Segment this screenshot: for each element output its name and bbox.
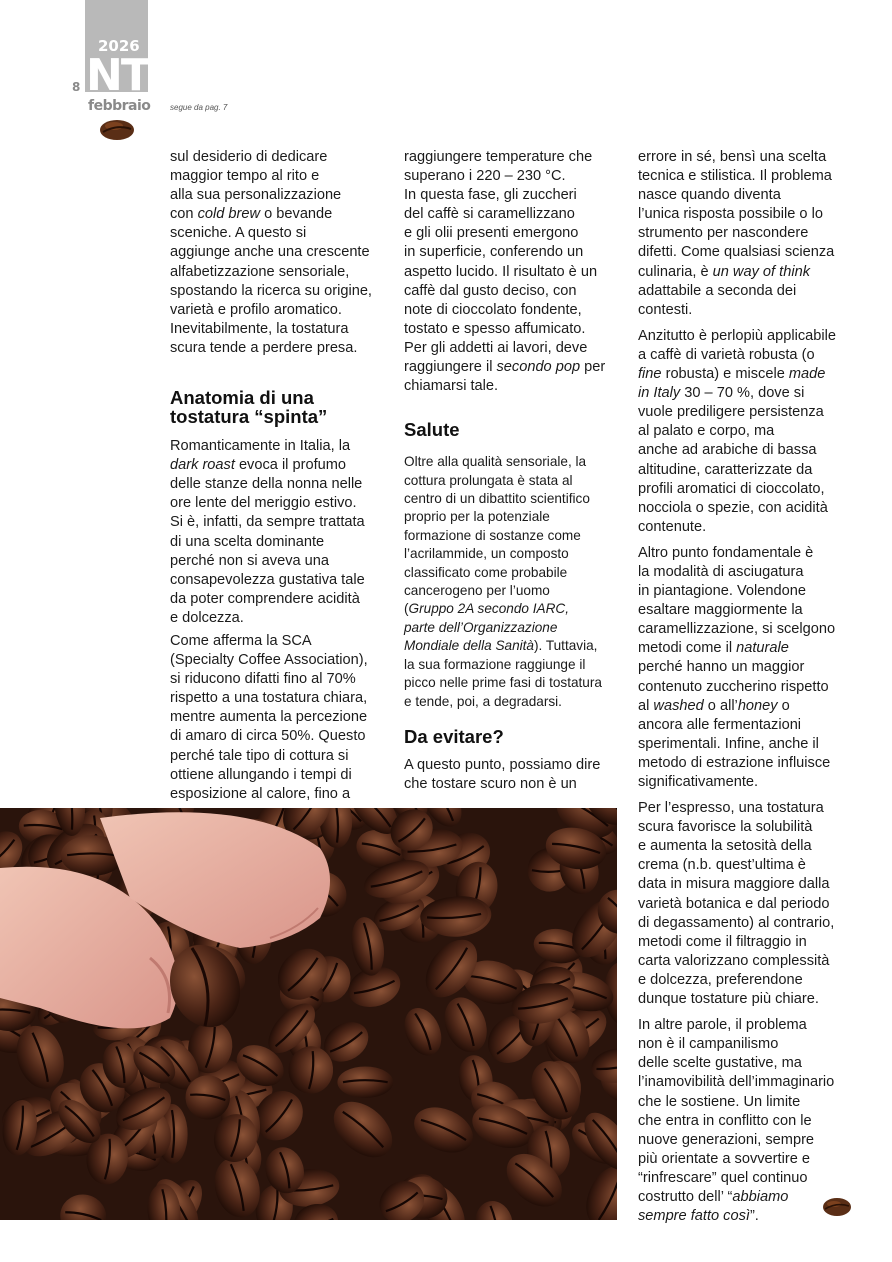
article-column-3 bbox=[638, 148, 858, 1233]
paragraph: Anzitutto è perlopiù applicabile a caffè di varietà robusta (o fine robusta) e miscele made in Italy 30 – 70 %, dove si vuole prediligere persistenza al palato e corpo, ma anche ad arabiche di bassa altitudine, caratterizzate da profili aromatici di cioccolato, nocciola o spezie, con acidità contenute. bbox=[638, 327, 836, 535]
coffee-bean-icon bbox=[822, 1196, 852, 1218]
paragraph: Come afferma la SCA (Specialty Coffee Association), si riducono difatti fino al 70% rispetto a una tostatura chiara, mentre aumenta la percezione di amaro di circa 50%. Questo perché tale tipo di cottura si ottiene allungando i tempi di esposizione al calore, fino a bbox=[170, 632, 368, 802]
paragraph: A questo punto, possiamo dire che tostare scuro non è un bbox=[404, 756, 601, 792]
continued-from-note: segue da pag. 7 bbox=[170, 103, 228, 112]
article-column-2 bbox=[404, 148, 626, 798]
paragraph: errore in sé, bensì una scelta tecnica e stilistica. Il problema nasce quando diventa l’unica risposta possibile o lo strumento per nascondere difetti. Come qualsiasi scienza culinaria, è un way of think adattabile a seconda dei contesti. bbox=[638, 149, 835, 318]
issue-month: febbraio bbox=[88, 98, 151, 114]
section-heading: Anatomia di una tostatura “spinta” bbox=[170, 387, 328, 428]
coffee-bean-icon bbox=[99, 116, 135, 142]
section-heading: Da evitare? bbox=[404, 725, 504, 747]
paragraph: In altre parole, il problema non è il campanilismo delle scelte gustative, ma l’inamovibilità dell’immaginario che le sostiene. Un limite che entra in conflitto con le nuove generazioni, sempre più orientate a sovvertire e “rinfrescare” quel continuo costrutto dell’ “abbiamo sempre fatto così”. bbox=[638, 1017, 835, 1225]
issue-year: 2026 bbox=[98, 37, 140, 55]
paragraph: Oltre alla qualità sensoriale, la cottura prolungata è stata al centro di un dibattito scientifico proprio per la potenziale formazione di sostanze come l’acrilammide, un composto classificato come probabile cancerogeno per l’uomo (Gruppo 2A secondo IARC, parte dell’Organizzazione Mondiale della Sanità). Tuttavia, la sua formazione raggiunge il picco nelle prime fasi di tostatura e tende, poi, a degradarsi. bbox=[404, 454, 602, 709]
paragraph: Altro punto fondamentale è la modalità di asciugatura in piantagione. Volendone esaltare maggiormente la caramellizzazione, si scelgono metodi come il naturale perché hanno un maggior contenuto zuccherino rispetto al washed o all’honey o ancora alle fermentazioni sperimentali. Infine, anche il metodo di estrazione influisce significativamente. bbox=[638, 544, 836, 790]
paragraph: raggiungere temperature che superano i 220 – 230 °C. In questa fase, gli zuccheri del caffè si caramellizzano e gli olii presenti emergono in superficie, conferendo un aspetto lucido. Il risultato è un caffè dal gusto deciso, con note di cioccolato fondente, tostato e spesso affumicato. Per gli addetti ai lavori, deve raggiungere il secondo pop per chiamarsi tale. bbox=[404, 149, 606, 395]
article-column-1 bbox=[170, 148, 388, 808]
paragraph: sul desiderio di dedicare maggior tempo al rito e alla sua personalizzazione con cold brew o bevande sceniche. A questo si aggiunge anche una crescente alfabetizzazione sensoriale, spostando la ricerca su origine, varietà e profilo aromatico. Inevitabilmente, la tostatura scura tende a perdere presa. bbox=[170, 149, 372, 356]
paragraph: Romanticamente in Italia, la dark roast evoca il profumo delle stanze della nonna nelle ore lente del meriggio estivo. Si è, infatti, da sempre trattata di una scelta dominante perché non si aveva una consapevolezza gustativa tale da poter comprendere acidità e dolcezza. bbox=[170, 438, 365, 626]
page-number: 8 bbox=[72, 80, 81, 94]
coffee-beans-photo bbox=[0, 808, 617, 1220]
section-heading: Salute bbox=[404, 419, 460, 441]
publication-logo: NT bbox=[86, 50, 149, 101]
paragraph: Per l’espresso, una tostatura scura favorisce la solubilità e aumenta la setosità della crema (n.b. quest’ultima è data in misura maggiore dalla varietà botanica e dal periodo di degassamento) al contrario, metodi come il filtraggio in carta valorizzano complessità e dolcezza, preferendone dunque tostature più chiare. bbox=[638, 800, 835, 1008]
photo-illustration bbox=[0, 808, 617, 1220]
